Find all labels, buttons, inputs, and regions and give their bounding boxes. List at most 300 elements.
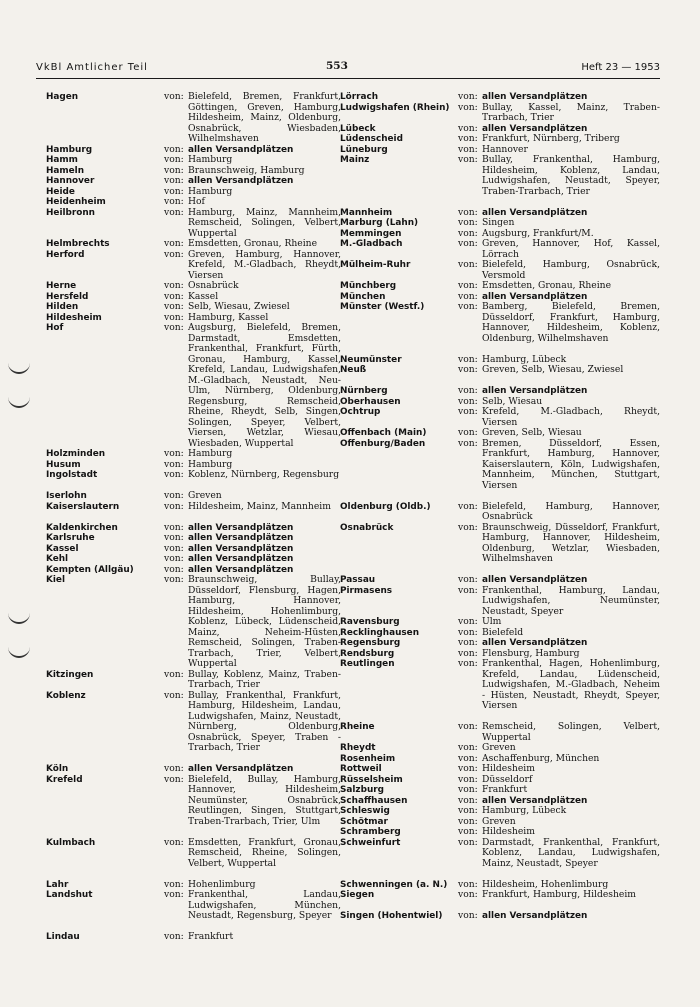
von-label: von:: [164, 164, 184, 176]
place-name: Hildesheim: [46, 312, 102, 323]
journal-title: VkBl Amtlicher Teil: [36, 62, 148, 73]
origin-list: Ulm: [482, 616, 502, 627]
origin-list: Hamburg, Lübeck: [482, 353, 567, 365]
von-label: von:: [458, 101, 478, 113]
origin-list: Emsdetten, Gronau, Rheine: [482, 280, 612, 291]
origin-list: allen Versandplätzen: [188, 554, 294, 564]
origin-list: allen Versandplätzen: [482, 575, 588, 585]
von-label: von:: [164, 322, 184, 333]
von-label: von:: [164, 469, 184, 480]
place-name: Mülheim-Ruhr: [340, 260, 411, 270]
list-item: [340, 281, 660, 292]
origin-list: Hamburg, Lübeck: [482, 805, 567, 816]
list-item: [46, 932, 341, 943]
place-name: Ingolstadt: [46, 470, 98, 480]
von-label: von:: [458, 616, 478, 627]
von-label: von:: [164, 521, 184, 533]
list-item: [46, 323, 341, 449]
place-name: Neumünster: [340, 354, 402, 365]
place-name: Kaldenkirchen: [46, 522, 118, 533]
place-name: Ochtrup: [340, 407, 381, 417]
von-label: von:: [164, 878, 184, 890]
list-item: [340, 407, 660, 428]
page-number: 553: [326, 60, 348, 72]
origin-list: Greven: [188, 490, 222, 501]
list-item: [340, 785, 660, 796]
place-name: Kehl: [46, 554, 69, 564]
von-label: von:: [458, 878, 478, 890]
place-name: Regensburg: [340, 638, 401, 648]
origin-list: allen Versandplätzen: [188, 144, 294, 155]
place-name: Rheydt: [340, 743, 376, 753]
von-label: von:: [164, 889, 184, 900]
place-name: Landshut: [46, 890, 93, 900]
von-label: von:: [458, 206, 478, 218]
place-name: Hilden: [46, 302, 79, 312]
von-label: von:: [164, 500, 184, 512]
list-item: [340, 239, 660, 260]
place-name: Hersfeld: [46, 291, 89, 302]
origin-list: allen Versandplätzen: [482, 638, 588, 648]
list-item: [46, 502, 341, 523]
von-label: von:: [458, 290, 478, 302]
origin-list: Frankenthal, Hamburg, Landau, Ludwigshafen, Neumünster, Neustadt, Speyer: [482, 584, 660, 617]
von-label: von:: [458, 721, 478, 732]
place-name: Hagen: [46, 92, 79, 102]
origin-list: Aschaffenburg, München: [482, 752, 600, 764]
origin-list: Remscheid, Solingen, Velbert, Wuppertal: [482, 721, 660, 743]
place-name: Hameln: [46, 165, 85, 176]
place-name: Iserlohn: [46, 491, 87, 501]
origin-list: Emsdetten, Gronau, Rheine: [188, 238, 318, 249]
origin-list: Selb, Wiesau, Zwiesel: [188, 301, 290, 312]
list-item: [46, 764, 341, 775]
place-name: Singen (Hohentwiel): [340, 911, 443, 921]
list-item: [46, 197, 341, 208]
place-name: Kaiserslautern: [46, 501, 120, 512]
origin-list: Greven, Selb, Wiesau, Zwiesel: [482, 364, 624, 375]
place-name: Lindau: [46, 932, 80, 942]
list-item: [340, 502, 660, 523]
origin-list: Augsburg, Bielefeld, Bremen, Darmstadt, Emsdetten, Frankenthal, Frankfurt, Fürth, Gronau, Hamburg, Kassel, Krefeld, Landau, Ludwigshafen, M.-Gladbach, Neustadt, Neu-Ulm, Nürnberg, Oldenburg, Regensburg, Remscheid, Rheine, Rheydt, Selb, Singen, Solingen, Speyer, Velbert, Viersen, Wetzlar, Wiesau, Wiesbaden, Wuppertal: [188, 322, 341, 449]
origin-list: Bielefeld, Bullay, Hamburg, Hannover, Hildesheim, Neumünster, Osnabrück, Reutlingen, Singen, Stuttgart, Traben-Trarbach, Trier, Ulm: [188, 773, 341, 827]
list-item: [46, 775, 341, 838]
place-name: Schramberg: [340, 827, 401, 837]
place-name: Hof: [46, 323, 64, 333]
place-name: Karlsruhe: [46, 533, 95, 543]
origin-list: Frankfurt, Hamburg, Hildesheim: [482, 889, 637, 900]
von-label: von:: [458, 238, 478, 249]
place-name: Schaffhausen: [340, 795, 408, 806]
place-name: Krefeld: [46, 774, 83, 785]
origin-list: Kassel: [188, 290, 219, 302]
place-name: Lörrach: [340, 92, 379, 102]
list-item: [340, 523, 660, 576]
origin-list: Emsdetten, Frankfurt, Gronau, Remscheid, Rheine, Solingen, Velbert, Wuppertal: [188, 836, 341, 869]
von-label: von:: [458, 889, 478, 900]
origin-list: Hamburg, Kassel: [188, 311, 269, 323]
list-item: [340, 103, 660, 124]
von-label: von:: [164, 175, 184, 186]
place-name: Herne: [46, 281, 77, 291]
von-label: von:: [164, 206, 184, 218]
binding-mark: [8, 610, 30, 624]
place-name: Münster (Westf.): [340, 302, 425, 312]
von-label: von:: [458, 280, 478, 291]
von-label: von:: [458, 406, 478, 417]
list-item: [46, 523, 341, 534]
origin-list: Hildesheim: [482, 826, 535, 837]
place-name: Hamm: [46, 155, 78, 165]
place-name: Rheine: [340, 722, 375, 732]
von-label: von:: [458, 574, 478, 585]
origin-list: Bielefeld, Bremen, Frankfurt, Göttingen, Greven, Hamburg, Hildesheim, Mainz, Oldenburg, Osnabrück, Wiesbaden, Wilhelmshaven: [188, 91, 341, 144]
place-name: Münchberg: [340, 281, 397, 291]
von-label: von:: [458, 637, 478, 648]
origin-list: Flensburg, Hamburg: [482, 647, 580, 659]
von-label: von:: [458, 784, 478, 795]
origin-list: allen Versandplätzen: [482, 207, 588, 218]
origin-list: Bremen, Düsseldorf, Essen, Frankfurt, Hamburg, Hannover, Kaiserslautern, Köln, Ludwigshafen, Mannheim, München, Stuttgart, Viersen: [482, 437, 660, 491]
header-rule: [36, 78, 660, 79]
place-name: Holzminden: [46, 449, 106, 459]
place-name: Schwenningen (a. N.): [340, 879, 448, 890]
von-label: von:: [458, 773, 478, 785]
list-item: [46, 544, 341, 555]
von-label: von:: [164, 532, 184, 543]
von-label: von:: [164, 542, 184, 554]
list-item: [46, 449, 341, 460]
origin-list: Frankfurt: [482, 784, 528, 795]
list-item: [340, 722, 660, 743]
von-label: von:: [458, 133, 478, 144]
von-label: von:: [164, 143, 184, 155]
origin-list: Braunschweig, Hamburg: [188, 164, 305, 176]
place-name: München: [340, 291, 386, 302]
place-name: Kitzingen: [46, 669, 94, 680]
von-label: von:: [458, 658, 478, 669]
von-label: von:: [164, 553, 184, 564]
left-column: [46, 92, 341, 943]
list-item: [46, 491, 341, 502]
place-name: Neuß: [340, 365, 367, 375]
place-name: Hamburg: [46, 144, 93, 155]
list-item: [340, 365, 660, 386]
list-item: [340, 575, 660, 586]
list-item: [46, 470, 341, 491]
list-item: [46, 208, 341, 240]
origin-list: Bullay, Frankenthal, Hamburg, Hildesheim, Koblenz, Landau, Ludwigshafen, Neustadt, Speyer, Traben-Trarbach, Trier: [482, 154, 660, 197]
list-item: [340, 743, 660, 754]
place-name: Husum: [46, 459, 81, 470]
list-item: [340, 911, 660, 922]
place-name: Ravensburg: [340, 617, 400, 627]
place-name: Offenburg/Baden: [340, 438, 426, 449]
place-name: Mainz: [340, 155, 370, 165]
place-name: Lüdenscheid: [340, 134, 403, 144]
binding-mark: [8, 360, 30, 374]
origin-list: allen Versandplätzen: [188, 176, 294, 186]
place-name: Kempten (Allgäu): [46, 564, 134, 575]
place-name: Helmbrechts: [46, 239, 110, 249]
list-item: [340, 628, 660, 639]
von-label: von:: [164, 490, 184, 501]
binding-marks: [4, 360, 34, 680]
von-label: von:: [164, 238, 184, 249]
von-label: von:: [458, 584, 478, 596]
von-label: von:: [164, 763, 184, 774]
von-label: von:: [164, 836, 184, 848]
list-item: [340, 806, 660, 817]
place-name: Siegen: [340, 890, 375, 900]
von-label: von:: [164, 668, 184, 680]
binding-mark: [8, 394, 30, 408]
von-label: von:: [458, 437, 478, 449]
von-label: von:: [458, 301, 478, 312]
origin-list: Frankenthal, Hagen, Hohenlimburg, Krefeld, Landau, Lüdenscheid, Ludwigshafen, M.-Gladbach, Neheim - Hüsten, Neustadt, Rheydt, Speyer, Viersen: [482, 658, 660, 711]
origin-list: Hamburg, Mainz, Mannheim, Remscheid, Solingen, Velbert, Wuppertal: [188, 206, 341, 239]
origin-list: allen Versandplätzen: [482, 291, 588, 302]
origin-list: Bamberg, Bielefeld, Bremen, Düsseldorf, Frankfurt, Hamburg, Hannover, Hildesheim, Koblenz, Oldenburg, Wilhelmshaven: [482, 301, 660, 344]
place-name: Pirmasens: [340, 585, 393, 596]
von-label: von:: [164, 563, 184, 575]
list-item: [340, 218, 660, 229]
origin-list: Selb, Wiesau: [482, 395, 543, 407]
origin-list: allen Versandplätzen: [188, 543, 294, 554]
origin-list: Singen: [482, 217, 515, 228]
origin-list: Hannover: [482, 143, 528, 155]
von-label: von:: [458, 364, 478, 375]
von-label: von:: [458, 826, 478, 837]
place-name: Offenbach (Main): [340, 428, 427, 438]
origin-list: Hamburg: [188, 154, 233, 165]
origin-list: Bielefeld: [482, 626, 524, 638]
place-name: Rottweil: [340, 764, 382, 774]
origin-list: Koblenz, Nürnberg, Regensburg: [188, 469, 340, 480]
von-label: von:: [458, 742, 478, 753]
list-item: [46, 670, 341, 691]
origin-list: Krefeld, M.-Gladbach, Rheydt, Viersen: [482, 406, 660, 428]
place-name: Ludwigshafen (Rhein): [340, 102, 450, 113]
origin-list: Hildesheim, Mainz, Mannheim: [188, 500, 331, 512]
place-name: Heide: [46, 186, 75, 197]
list-item: [340, 764, 660, 775]
list-item: [46, 554, 341, 565]
place-name: Nürnberg: [340, 386, 388, 396]
origin-list: Hamburg: [188, 185, 233, 197]
place-name: Köln: [46, 764, 69, 774]
list-item: [46, 691, 341, 765]
place-name: Kiel: [46, 575, 65, 585]
von-label: von:: [458, 794, 478, 806]
place-name: Lahr: [46, 879, 69, 890]
list-item: [46, 250, 341, 282]
origin-list: allen Versandplätzen: [188, 764, 294, 774]
von-label: von:: [164, 689, 184, 701]
von-label: von:: [164, 91, 184, 102]
origin-list: Hildesheim: [482, 763, 535, 774]
list-item: [340, 155, 660, 208]
origin-list: allen Versandplätzen: [188, 533, 294, 543]
origin-list: Darmstadt, Frankenthal, Frankfurt, Koblenz, Landau, Ludwigshafen, Mainz, Neustadt, Speyer: [482, 836, 660, 869]
place-name: Lüneburg: [340, 144, 388, 155]
origin-list: Bielefeld, Hamburg, Osnabrück, Versmold: [482, 259, 660, 281]
von-label: von:: [164, 280, 184, 291]
von-label: von:: [458, 626, 478, 638]
von-label: von:: [164, 448, 184, 459]
von-label: von:: [458, 805, 478, 816]
list-item: [340, 92, 660, 103]
von-label: von:: [458, 91, 478, 102]
list-item: [340, 659, 660, 722]
origin-list: allen Versandplätzen: [482, 123, 588, 134]
von-label: von:: [458, 143, 478, 155]
place-name: Marburg (Lahn): [340, 218, 419, 228]
origin-list: Braunschweig, Düsseldorf, Frankfurt, Hamburg, Hannover, Hildesheim, Oldenburg, Wetzlar, Wiesbaden, Wilhelmshaven: [482, 521, 660, 564]
issue-label: Heft 23 — 1953: [581, 62, 660, 73]
list-item: [46, 533, 341, 544]
von-label: von:: [164, 196, 184, 207]
origin-list: Bullay, Frankenthal, Frankfurt, Hamburg, Hildesheim, Landau, Ludwigshafen, Mainz, Neustadt, Nürnberg, Oldenburg, Osnabrück, Speyer, Traben - Trarbach, Trier: [188, 689, 341, 753]
origin-list: allen Versandplätzen: [188, 522, 294, 533]
page-header: [36, 60, 660, 76]
origin-list: Greven, Hannover, Hof, Kassel, Lörrach: [482, 238, 660, 260]
von-label: von:: [458, 259, 478, 270]
origin-list: Greven, Selb, Wiesau: [482, 427, 582, 438]
von-label: von:: [164, 931, 184, 942]
von-label: von:: [458, 122, 478, 134]
place-name: Recklinghausen: [340, 627, 420, 638]
von-label: von:: [164, 154, 184, 165]
von-label: von:: [164, 290, 184, 302]
origin-list: Frankenthal, Landau, Ludwigshafen, München, Neustadt, Regensburg, Speyer: [188, 889, 341, 921]
place-name: Salzburg: [340, 785, 384, 795]
von-label: von:: [458, 910, 478, 921]
binding-mark: [8, 644, 30, 658]
origin-list: Osnabrück: [188, 280, 239, 291]
list-item: [340, 302, 660, 355]
von-label: von:: [458, 395, 478, 407]
von-label: von:: [458, 836, 478, 848]
von-label: von:: [458, 647, 478, 659]
origin-list: Braunschweig, Bullay, Düsseldorf, Flensburg, Hagen, Hamburg, Hannover, Hildesheim, Hohenlimburg, Koblenz, Lübeck, Lüdenscheid, Mainz, Neheim-Hüsten, Remscheid, Solingen, Traben-Trarbach, Trier, Velbert, Wuppertal: [188, 574, 341, 669]
place-name: Memmingen: [340, 228, 402, 239]
origin-list: Hohenlimburg: [188, 878, 256, 890]
origin-list: allen Versandplätzen: [482, 92, 588, 102]
place-name: Heilbronn: [46, 207, 95, 218]
von-label: von:: [458, 227, 478, 239]
von-label: von:: [164, 773, 184, 785]
von-label: von:: [164, 311, 184, 323]
list-item: [340, 586, 660, 618]
von-label: von:: [458, 500, 478, 512]
origin-list: Hildesheim, Hohenlimburg: [482, 878, 609, 890]
origin-list: Greven, Hamburg, Hannover, Krefeld, M.-Gladbach, Rheydt, Viersen: [188, 248, 341, 281]
list-item: [46, 176, 341, 187]
list-item: [46, 92, 341, 145]
von-label: von:: [458, 427, 478, 438]
origin-list: Greven: [482, 815, 516, 827]
place-name: Koblenz: [46, 690, 86, 701]
place-name: M.-Gladbach: [340, 239, 403, 249]
list-item: [340, 260, 660, 281]
origin-list: Düsseldorf: [482, 773, 533, 785]
origin-list: Hamburg: [188, 448, 233, 459]
place-name: Schleswig: [340, 806, 390, 816]
list-item: [46, 239, 341, 250]
place-name: Reutlingen: [340, 659, 395, 669]
von-label: von:: [458, 353, 478, 365]
list-item: [46, 838, 341, 880]
place-name: Mannheim: [340, 207, 393, 218]
von-label: von:: [164, 574, 184, 585]
von-label: von:: [458, 763, 478, 774]
list-item: [340, 617, 660, 628]
list-item: [46, 575, 341, 670]
von-label: von:: [164, 185, 184, 197]
von-label: von:: [458, 815, 478, 827]
von-label: von:: [458, 521, 478, 533]
von-label: von:: [458, 154, 478, 165]
place-name: Passau: [340, 575, 376, 585]
origin-list: Frankfurt: [188, 931, 234, 942]
place-name: Kassel: [46, 543, 79, 554]
list-item: [46, 166, 341, 177]
origin-list: allen Versandplätzen: [188, 564, 294, 575]
origin-list: Hof: [188, 196, 205, 207]
place-name: Herford: [46, 249, 85, 260]
list-item: [340, 827, 660, 838]
list-item: [340, 890, 660, 911]
von-label: von:: [164, 301, 184, 312]
place-name: Lübeck: [340, 123, 376, 134]
place-name: Oldenburg (Oldb.): [340, 501, 431, 512]
list-item: [340, 838, 660, 880]
origin-list: Augsburg, Frankfurt/M.: [482, 227, 594, 239]
list-item: [340, 386, 660, 397]
list-item: [340, 428, 660, 439]
place-name: Heidenheim: [46, 197, 106, 207]
origin-list: Bullay, Kassel, Mainz, Traben-Trarbach, Trier: [482, 101, 660, 123]
origin-list: Bullay, Koblenz, Mainz, Traben-Trarbach, Trier: [188, 668, 341, 690]
place-name: Kulmbach: [46, 837, 96, 848]
place-name: Rendsburg: [340, 648, 395, 659]
origin-list: Frankfurt, Nürnberg, Triberg: [482, 133, 620, 144]
right-column: [340, 92, 660, 922]
list-item: [46, 890, 341, 932]
origin-list: allen Versandplätzen: [482, 795, 588, 806]
list-item: [340, 134, 660, 145]
place-name: Schweinfurt: [340, 837, 401, 848]
origin-list: Bielefeld, Hamburg, Hannover, Osnabrück: [482, 500, 660, 522]
origin-list: allen Versandplätzen: [482, 911, 588, 921]
place-name: Schötmar: [340, 816, 388, 827]
origin-list: allen Versandplätzen: [482, 386, 588, 396]
list-item: [46, 155, 341, 166]
von-label: von:: [164, 458, 184, 470]
von-label: von:: [164, 248, 184, 260]
place-name: Rosenheim: [340, 753, 396, 764]
origin-list: Greven: [482, 742, 516, 753]
place-name: Oberhausen: [340, 396, 401, 407]
place-name: Hannover: [46, 176, 95, 186]
von-label: von:: [458, 217, 478, 228]
place-name: Osnabrück: [340, 522, 394, 533]
list-item: [340, 638, 660, 649]
place-name: Rüsselsheim: [340, 774, 403, 785]
von-label: von:: [458, 385, 478, 396]
list-item: [46, 281, 341, 292]
